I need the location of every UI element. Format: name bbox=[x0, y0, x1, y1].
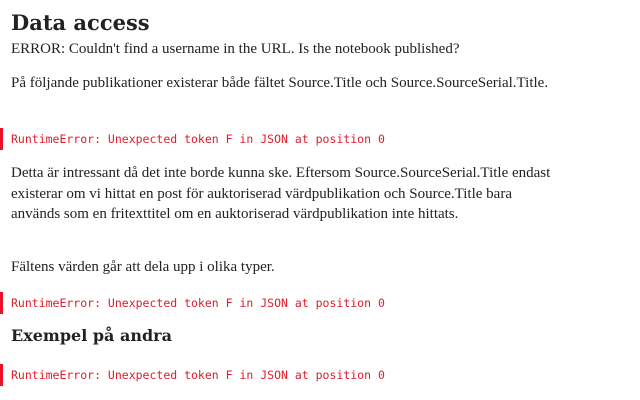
error-indicator-bar bbox=[0, 128, 3, 150]
runtime-error-block bbox=[0, 292, 640, 314]
intro-paragraph: På följande publikationer existerar både fältet Source.Title och Source.SourceSerial.Title. bbox=[11, 75, 549, 91]
error-indicator-bar bbox=[0, 292, 3, 314]
runtime-error-text: RuntimeError: Unexpected token F in JSON at position 0 bbox=[11, 368, 385, 382]
field-types-paragraph: Fältens värden går att dela upp i olika typer. bbox=[11, 259, 275, 275]
runtime-error-block bbox=[0, 364, 640, 386]
explanation-paragraph: Detta är intressant då det inte borde kunna ske. Eftersom Source.SourceSerial.Title endast existerar om vi hittat en post för auktoriserad värdpublikation och Source.Title bara används som en fritexttitel om en auktoriserad värdpublikation inte hittats. bbox=[11, 165, 551, 222]
section-heading: Exempel på andra bbox=[11, 326, 172, 345]
runtime-error-text: RuntimeError: Unexpected token F in JSON at position 0 bbox=[11, 132, 385, 146]
runtime-error-block bbox=[0, 128, 640, 150]
runtime-error-text: RuntimeError: Unexpected token F in JSON at position 0 bbox=[11, 296, 385, 310]
error-message-paragraph: ERROR: Couldn't find a username in the URL. Is the notebook published? bbox=[11, 41, 460, 57]
error-indicator-bar bbox=[0, 364, 3, 386]
page-title: Data access bbox=[11, 10, 150, 35]
